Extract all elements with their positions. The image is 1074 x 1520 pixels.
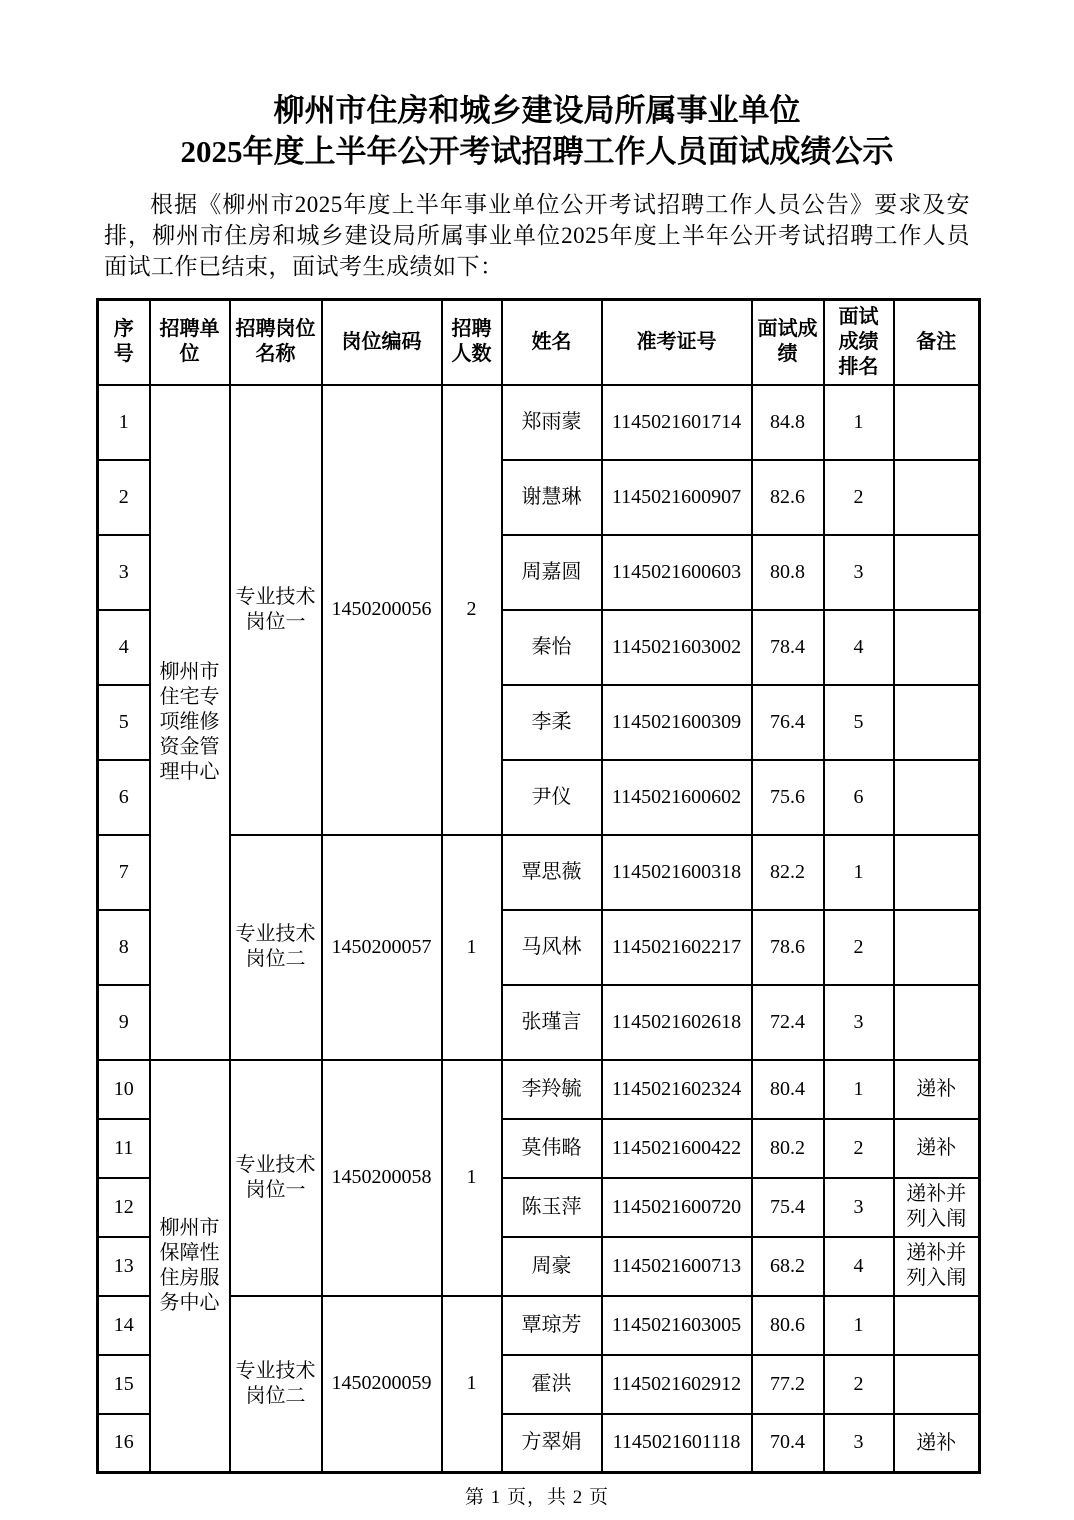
remark-cell (894, 1296, 980, 1355)
interview-score-cell: 80.8 (752, 535, 824, 610)
remark-cell: 递补并列入闱 (894, 1178, 980, 1237)
remark-cell: 递补 (894, 1119, 980, 1178)
ticket-number-cell: 1145021602912 (602, 1355, 752, 1414)
column-header-2: 招聘岗位名称 (230, 300, 322, 385)
recruit-count-cell: 2 (442, 385, 502, 835)
remark-cell (894, 910, 980, 985)
score-table (96, 298, 981, 1474)
remark-cell (894, 460, 980, 535)
score-rank-cell: 1 (824, 835, 894, 910)
column-header-5: 姓名 (502, 300, 602, 385)
recruit-count-cell: 1 (442, 1060, 502, 1296)
seq-cell: 4 (98, 610, 150, 685)
candidate-name-cell: 张瑾言 (502, 985, 602, 1060)
score-rank-cell: 2 (824, 1355, 894, 1414)
candidate-name-cell: 方翠娟 (502, 1414, 602, 1473)
interview-score-cell: 68.2 (752, 1237, 824, 1296)
ticket-number-cell: 1145021601118 (602, 1414, 752, 1473)
table-body (98, 385, 980, 1473)
remark-cell (894, 685, 980, 760)
interview-score-cell: 78.6 (752, 910, 824, 985)
interview-score-cell: 82.2 (752, 835, 824, 910)
unit-cell: 柳州市住宅专项维修资金管理中心 (150, 385, 230, 1060)
remark-cell (894, 1355, 980, 1414)
interview-score-cell: 80.6 (752, 1296, 824, 1355)
column-header-8: 面试成绩排名 (824, 300, 894, 385)
seq-cell: 10 (98, 1060, 150, 1119)
candidate-name-cell: 陈玉萍 (502, 1178, 602, 1237)
column-header-9: 备注 (894, 300, 980, 385)
seq-cell: 16 (98, 1414, 150, 1473)
candidate-name-cell: 秦怡 (502, 610, 602, 685)
position-name-cell: 专业技术岗位一 (230, 1060, 322, 1296)
page-title (0, 0, 1074, 172)
remark-cell (894, 835, 980, 910)
candidate-name-cell: 莫伟略 (502, 1119, 602, 1178)
candidate-name-cell: 覃思薇 (502, 835, 602, 910)
remark-cell (894, 760, 980, 835)
table-row (98, 1296, 980, 1355)
seq-cell: 2 (98, 460, 150, 535)
interview-score-cell: 75.6 (752, 760, 824, 835)
position-code-cell: 1450200059 (322, 1296, 442, 1473)
recruit-count-cell: 1 (442, 1296, 502, 1473)
seq-cell: 5 (98, 685, 150, 760)
score-rank-cell: 1 (824, 1060, 894, 1119)
position-name-cell: 专业技术岗位二 (230, 1296, 322, 1473)
interview-score-cell: 82.6 (752, 460, 824, 535)
score-rank-cell: 1 (824, 385, 894, 460)
interview-score-cell: 70.4 (752, 1414, 824, 1473)
score-rank-cell: 3 (824, 1178, 894, 1237)
interview-score-cell: 72.4 (752, 985, 824, 1060)
ticket-number-cell: 1145021600907 (602, 460, 752, 535)
ticket-number-cell: 1145021600309 (602, 685, 752, 760)
seq-cell: 14 (98, 1296, 150, 1355)
score-rank-cell: 2 (824, 460, 894, 535)
ticket-number-cell: 1145021603002 (602, 610, 752, 685)
position-code-cell: 1450200058 (322, 1060, 442, 1296)
remark-cell (894, 535, 980, 610)
column-header-0: 序号 (98, 300, 150, 385)
candidate-name-cell: 马风林 (502, 910, 602, 985)
interview-score-cell: 75.4 (752, 1178, 824, 1237)
seq-cell: 8 (98, 910, 150, 985)
ticket-number-cell: 1145021600422 (602, 1119, 752, 1178)
position-name-cell: 专业技术岗位二 (230, 835, 322, 1060)
candidate-name-cell: 霍洪 (502, 1355, 602, 1414)
position-code-cell: 1450200056 (322, 385, 442, 835)
candidate-name-cell: 周嘉圆 (502, 535, 602, 610)
seq-cell: 15 (98, 1355, 150, 1414)
page-number: 第 1 页，共 2 页 (464, 1487, 609, 1508)
score-rank-cell: 1 (824, 1296, 894, 1355)
score-rank-cell: 3 (824, 985, 894, 1060)
remark-cell (894, 985, 980, 1060)
candidate-name-cell: 谢慧琳 (502, 460, 602, 535)
ticket-number-cell: 1145021600318 (602, 835, 752, 910)
ticket-number-cell: 1145021602217 (602, 910, 752, 985)
interview-score-cell: 80.2 (752, 1119, 824, 1178)
table-row (98, 1060, 980, 1119)
recruit-count-cell: 1 (442, 835, 502, 1060)
unit-cell: 柳州市保障性住房服务中心 (150, 1060, 230, 1473)
title-line-2: 2025年度上半年公开考试招聘工作人员面试成绩公示 (180, 134, 894, 169)
interview-score-cell: 84.8 (752, 385, 824, 460)
remark-cell: 递补 (894, 1060, 980, 1119)
ticket-number-cell: 1145021601714 (602, 385, 752, 460)
candidate-name-cell: 李柔 (502, 685, 602, 760)
seq-cell: 12 (98, 1178, 150, 1237)
remark-cell: 递补 (894, 1414, 980, 1473)
ticket-number-cell: 1145021600602 (602, 760, 752, 835)
score-rank-cell: 6 (824, 760, 894, 835)
remark-cell (894, 610, 980, 685)
score-rank-cell: 2 (824, 910, 894, 985)
candidate-name-cell: 周豪 (502, 1237, 602, 1296)
remark-cell (894, 385, 980, 460)
ticket-number-cell: 1145021602618 (602, 985, 752, 1060)
interview-score-cell: 76.4 (752, 685, 824, 760)
interview-score-cell: 78.4 (752, 610, 824, 685)
table-header-row (98, 300, 980, 385)
score-rank-cell: 3 (824, 535, 894, 610)
seq-cell: 6 (98, 760, 150, 835)
column-header-1: 招聘单位 (150, 300, 230, 385)
position-name-cell: 专业技术岗位一 (230, 385, 322, 835)
score-rank-cell: 5 (824, 685, 894, 760)
score-rank-cell: 3 (824, 1414, 894, 1473)
table-row (98, 835, 980, 910)
intro-paragraph: 根据《柳州市2025年度上半年事业单位公开考试招聘工作人员公告》要求及安排，柳州市住房和城乡建设局所属事业单位2025年度上半年公开考试招聘工作人员面试工作已结束，面试考生成绩如下： (104, 192, 970, 279)
column-header-6: 准考证号 (602, 300, 752, 385)
ticket-number-cell: 1145021602324 (602, 1060, 752, 1119)
candidate-name-cell: 李羚毓 (502, 1060, 602, 1119)
column-header-4: 招聘人数 (442, 300, 502, 385)
score-rank-cell: 4 (824, 1237, 894, 1296)
title-line-1: 柳州市住房和城乡建设局所属事业单位 (273, 93, 801, 128)
interview-score-cell: 80.4 (752, 1060, 824, 1119)
ticket-number-cell: 1145021603005 (602, 1296, 752, 1355)
remark-cell: 递补并列入闱 (894, 1237, 980, 1296)
seq-cell: 11 (98, 1119, 150, 1178)
interview-score-cell: 77.2 (752, 1355, 824, 1414)
candidate-name-cell: 郑雨蒙 (502, 385, 602, 460)
position-code-cell: 1450200057 (322, 835, 442, 1060)
seq-cell: 1 (98, 385, 150, 460)
candidate-name-cell: 尹仪 (502, 760, 602, 835)
ticket-number-cell: 1145021600603 (602, 535, 752, 610)
seq-cell: 7 (98, 835, 150, 910)
candidate-name-cell: 覃琼芳 (502, 1296, 602, 1355)
column-header-7: 面试成绩 (752, 300, 824, 385)
seq-cell: 9 (98, 985, 150, 1060)
ticket-number-cell: 1145021600720 (602, 1178, 752, 1237)
seq-cell: 13 (98, 1237, 150, 1296)
seq-cell: 3 (98, 535, 150, 610)
score-rank-cell: 4 (824, 610, 894, 685)
score-rank-cell: 2 (824, 1119, 894, 1178)
table-row (98, 385, 980, 460)
column-header-3: 岗位编码 (322, 300, 442, 385)
ticket-number-cell: 1145021600713 (602, 1237, 752, 1296)
